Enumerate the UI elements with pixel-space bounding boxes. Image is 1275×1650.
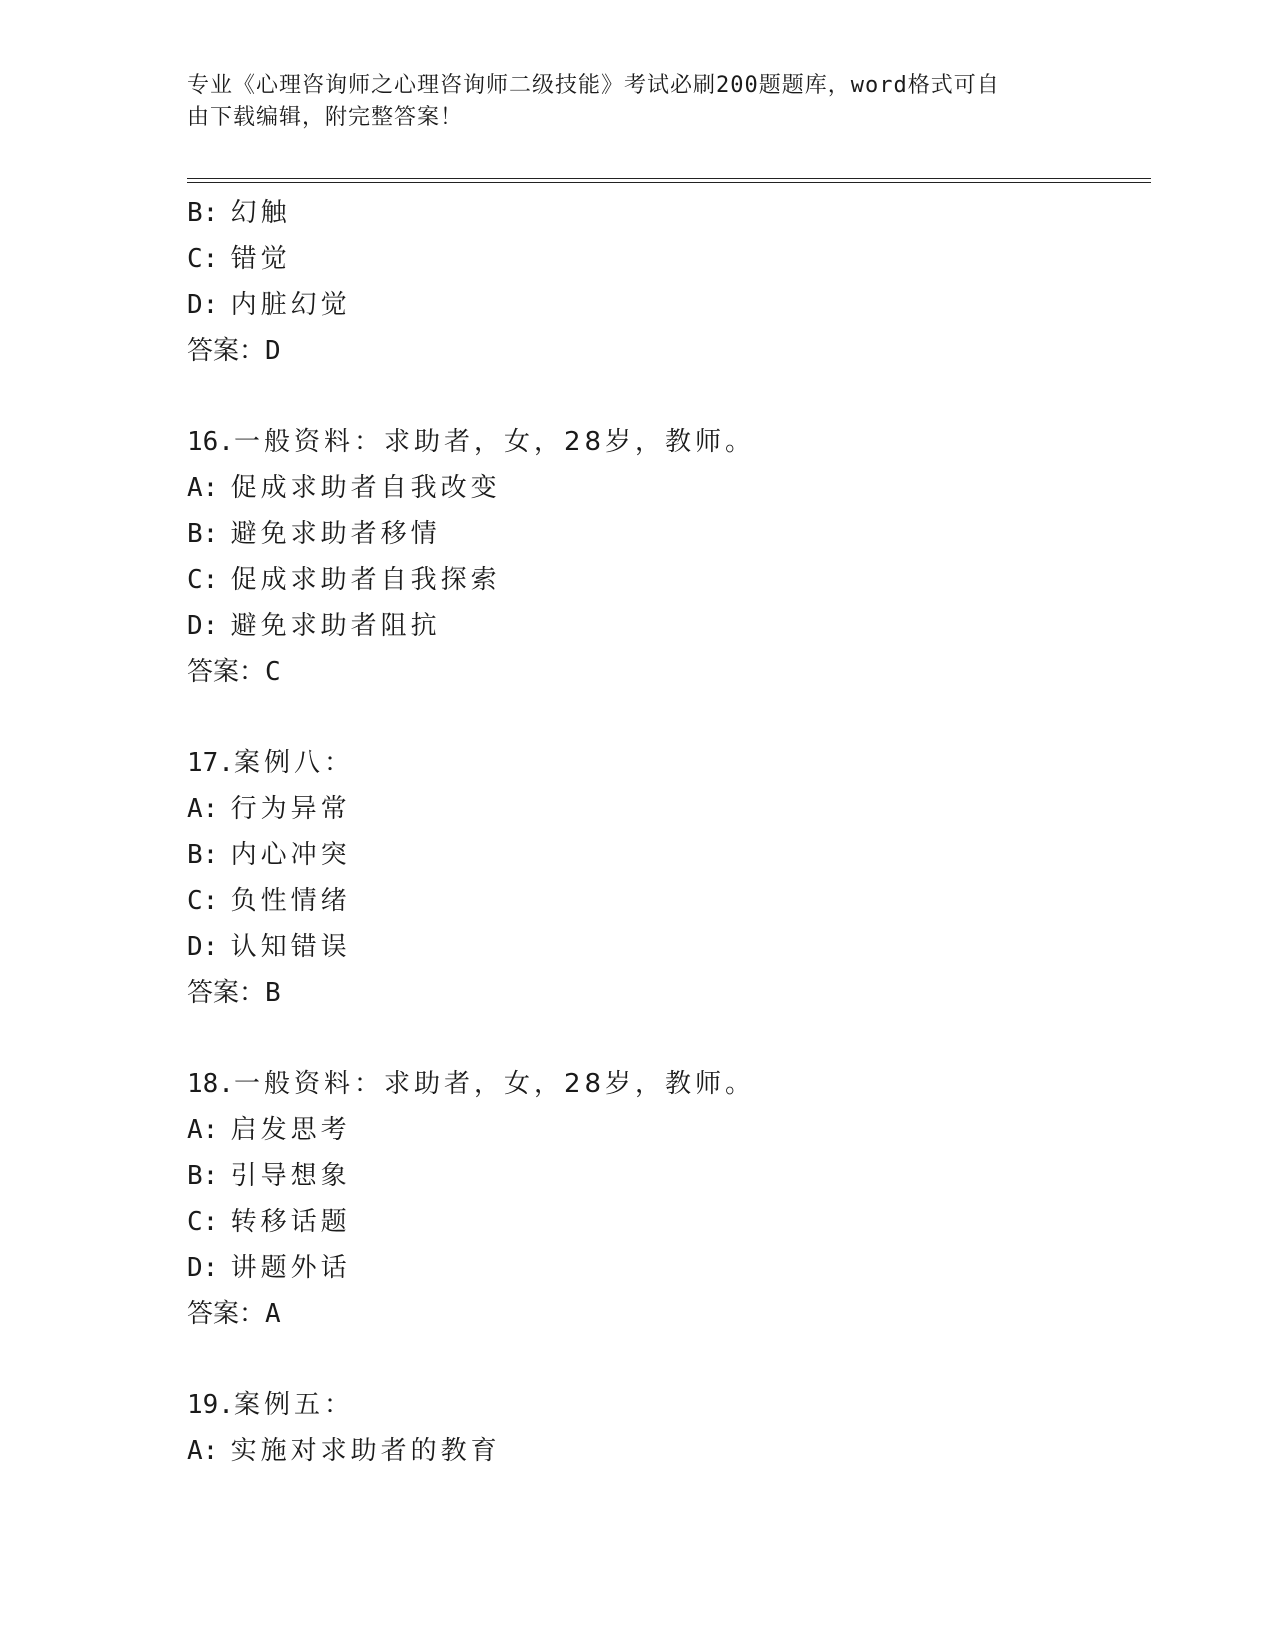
document-header	[187, 70, 1077, 134]
header-line-2: 由下载编辑，附完整答案！	[187, 105, 464, 130]
option-b: B: 幻触	[187, 198, 291, 228]
answer-line: 答案：C	[187, 657, 281, 687]
answer-line: 答案：B	[187, 978, 281, 1008]
header-divider-bottom	[187, 182, 1151, 183]
question-19	[187, 1382, 1147, 1474]
header-divider-top	[187, 178, 1151, 179]
question-stem: 17.案例八：	[187, 748, 354, 778]
option-b: B: 避免求助者移情	[187, 519, 441, 549]
answer-line: 答案：A	[187, 1299, 281, 1329]
question-15-continued	[187, 190, 1147, 374]
option-b: B: 内心冲突	[187, 840, 351, 870]
question-stem: 19.案例五：	[187, 1390, 354, 1420]
option-a: A: 实施对求助者的教育	[187, 1436, 501, 1466]
option-a: A: 促成求助者自我改变	[187, 473, 501, 503]
option-d: D: 讲题外话	[187, 1253, 351, 1283]
header-line-1: 专业《心理咨询师之心理咨询师二级技能》考试必刷200题题库，word格式可自	[187, 73, 1000, 98]
option-d: D: 认知错误	[187, 932, 351, 962]
option-d: D: 避免求助者阻抗	[187, 611, 441, 641]
option-c: C: 转移话题	[187, 1207, 351, 1237]
option-b: B: 引导想象	[187, 1161, 351, 1191]
question-list	[187, 190, 1147, 1474]
option-d: D: 内脏幻觉	[187, 290, 351, 320]
option-c: C: 促成求助者自我探索	[187, 565, 501, 595]
question-16	[187, 419, 1147, 695]
option-a: A: 行为异常	[187, 794, 351, 824]
question-stem: 16.一般资料：求助者，女，28岁，教师。	[187, 427, 756, 457]
answer-line: 答案：D	[187, 336, 281, 366]
question-17	[187, 740, 1147, 1016]
option-c: C: 负性情绪	[187, 886, 351, 916]
option-a: A: 启发思考	[187, 1115, 351, 1145]
option-c: C: 错觉	[187, 244, 291, 274]
question-18	[187, 1061, 1147, 1337]
question-stem: 18.一般资料：求助者，女，28岁，教师。	[187, 1069, 756, 1099]
